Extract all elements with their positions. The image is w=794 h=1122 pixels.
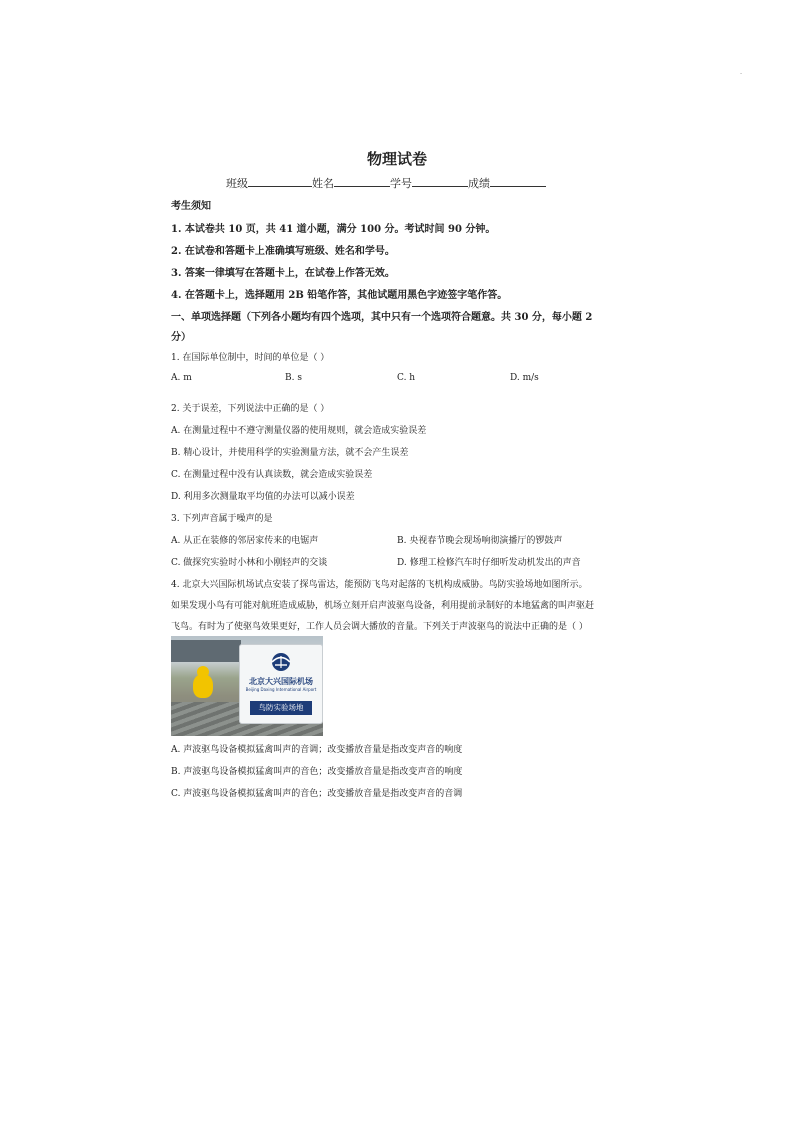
yellow-duck-figure xyxy=(193,674,213,698)
section-heading: 一、单项选择题（下列各小题均有四个选项，其中只有一个选项符合题意。共 30 分，每小题 2 xyxy=(171,312,593,323)
number-label: 学号 xyxy=(390,177,412,190)
number-blank[interactable] xyxy=(412,175,468,187)
question-2-stem: 2. 关于误差，下列说法中正确的是（ ） xyxy=(171,404,330,414)
sign-title: 北京大兴国际机场 xyxy=(249,677,313,686)
student-info-fields xyxy=(226,175,546,191)
notice-item-4: 4. 在答题卡上，选择题用 2B 铅笔作答，其他试题用黑色字迹签字笔作答。 xyxy=(171,290,508,301)
name-blank[interactable] xyxy=(334,175,390,187)
question-3-option-c[interactable]: C. 做探究实验时小林和小刚轻声的交谈 xyxy=(171,558,328,568)
score-blank[interactable] xyxy=(490,175,546,187)
question-4-option-b[interactable]: B. 声波驱鸟设备模拟猛禽叫声的音色；改变播放音量是指改变声音的响度 xyxy=(171,767,463,777)
question-3-stem: 3. 下列声音属于噪声的是 xyxy=(171,514,273,524)
question-2-option-d[interactable]: D. 利用多次测量取平均值的办法可以减小误差 xyxy=(171,492,355,502)
question-3-option-a[interactable]: A. 从正在装修的邻居家传来的电锯声 xyxy=(171,536,319,546)
question-4-stem-line-2: 如果发现小鸟有可能对航班造成威胁，机场立刻开启声波驱鸟设备，利用提前录制好的本地猛禽的叫声驱赶 xyxy=(171,601,595,611)
bird-test-site-photo xyxy=(171,636,323,736)
airport-logo-icon xyxy=(267,651,295,671)
question-1-option-a[interactable]: A. m xyxy=(171,373,192,383)
question-1-option-b[interactable]: B. s xyxy=(285,373,302,383)
question-1-option-c[interactable]: C. h xyxy=(397,373,416,383)
scan-mark: - xyxy=(740,70,743,77)
question-3-option-d[interactable]: D. 修理工检修汽车时仔细听发动机发出的声音 xyxy=(397,558,581,568)
question-2-option-b[interactable]: B. 精心设计，并使用科学的实验测量方法，就不会产生误差 xyxy=(171,448,409,458)
page-title: 物理试卷 xyxy=(366,150,427,168)
section-heading-cont: 分） xyxy=(171,332,191,343)
question-4-option-a[interactable]: A. 声波驱鸟设备模拟猛禽叫声的音调；改变播放音量是指改变声音的响度 xyxy=(171,745,463,755)
question-1-stem: 1. 在国际单位制中，时间的单位是（ ） xyxy=(171,353,330,363)
notice-item-2: 2. 在试卷和答题卡上准确填写班级、姓名和学号。 xyxy=(171,246,395,257)
notice-heading: 考生须知 xyxy=(171,201,211,212)
question-2-option-c[interactable]: C. 在测量过程中没有认真读数，就会造成实验误差 xyxy=(171,470,373,480)
notice-item-3: 3. 答案一律填写在答题卡上，在试卷上作答无效。 xyxy=(171,268,395,279)
airport-sign xyxy=(239,644,323,724)
sign-subtitle: Beijing Daxing International Airport xyxy=(245,687,317,692)
sign-site-label: 鸟防实验场地 xyxy=(250,701,312,715)
question-4-stem-line-3: 飞鸟。有时为了使驱鸟效果更好，工作人员会调大播放的音量。下列关于声波驱鸟的说法中正确的是（ ） xyxy=(171,622,588,632)
question-4-option-c[interactable]: C. 声波驱鸟设备模拟猛禽叫声的音色；改变播放音量是指改变声音的音调 xyxy=(171,789,463,799)
class-blank[interactable] xyxy=(248,175,312,187)
name-label: 姓名 xyxy=(312,177,334,190)
question-3-option-b[interactable]: B. 央视春节晚会现场响彻演播厅的锣鼓声 xyxy=(397,536,563,546)
notice-item-1: 1. 本试卷共 10 页，共 41 道小题，满分 100 分。考试时间 90 分钟。 xyxy=(171,224,496,235)
terminal-building xyxy=(171,640,241,662)
score-label: 成绩 xyxy=(468,177,490,190)
class-label: 班级 xyxy=(226,177,248,190)
question-2-option-a[interactable]: A. 在测量过程中不遵守测量仪器的使用规则，就会造成实验误差 xyxy=(171,426,427,436)
question-1-option-d[interactable]: D. m/s xyxy=(510,373,539,383)
question-4-stem-line-1: 4. 北京大兴国际机场试点安装了探鸟雷达，能预防飞鸟对起落的飞机构成威胁。鸟防实验场地如图所示。 xyxy=(171,580,588,590)
